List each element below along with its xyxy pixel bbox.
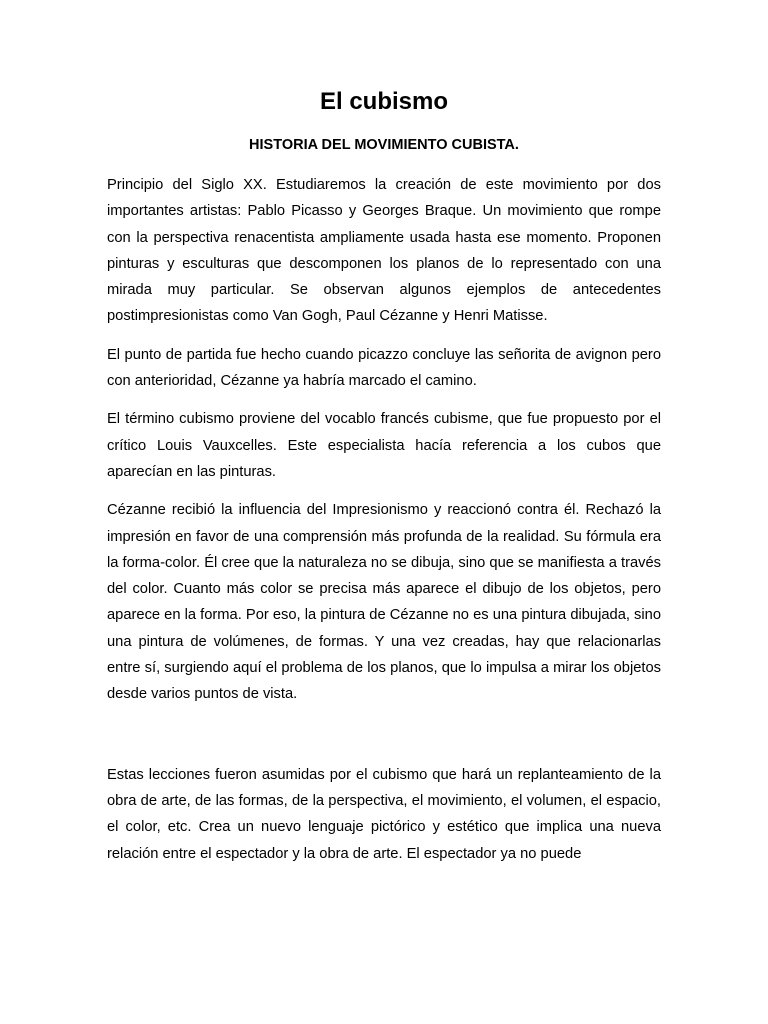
paragraph-lessons: Estas lecciones fueron asumidas por el cubismo que hará un replanteamiento de la obra de arte, de las formas, de la perspectiva, el movimiento, el volumen, el espacio, el color, etc. Crea un nuevo lenguaje pictórico y estético que implica una nueva relación entre el espectador y la obra de arte. El espectador ya no puede: [107, 766, 661, 862]
paragraph-starting-point: El punto de partida fue hecho cuando picazzo concluye las señorita de avignon pero con anterioridad, Cézanne ya habría marcado el camino.: [107, 346, 661, 390]
document-title: El cubismo: [319, 88, 449, 115]
paragraph-cezanne: Cézanne recibió la influencia del Impresionismo y reaccionó contra él. Rechazó la impresión en favor de una comprensión más profunda de la realidad. Su fórmula era la forma-color. Él cree que la naturaleza no se dibuja, sino que se manifiesta a través del color. Cuanto más color se precisa más aparece el dibujo de los objetos, pero aparece en la forma. Por eso, la pintura de Cézanne no es una pintura dibujada, sino una pintura de volúmenes, de formas. Y una vez creadas, hay que relacionarlas entre sí, surgiendo aquí el problema de los planos, que lo impulsa a mirar los objetos desde varios puntos de vista.: [107, 502, 661, 703]
document-subtitle: HISTORIA DEL MOVIMIENTO CUBISTA.: [249, 137, 519, 153]
paragraph-intro: Principio del Siglo XX. Estudiaremos la creación de este movimiento por dos importantes artistas: Pablo Picasso y Georges Braque. Un movimiento que rompe con la perspectiva renacentista ampliamente usada hasta ese momento. Proponen pinturas y esculturas que descomponen los planos de lo representado con una mirada muy particular. Se observan algunos ejemplos de antecedentes postimpresionistas como Van Gogh, Paul Cézanne y Henri Matisse.: [107, 177, 661, 325]
paragraph-term-origin: El término cubismo proviene del vocablo francés cubisme, que fue propuesto por el crítico Louis Vauxcelles. Este especialista hacía referencia a los cubos que aparecían en las pinturas.: [107, 411, 661, 480]
